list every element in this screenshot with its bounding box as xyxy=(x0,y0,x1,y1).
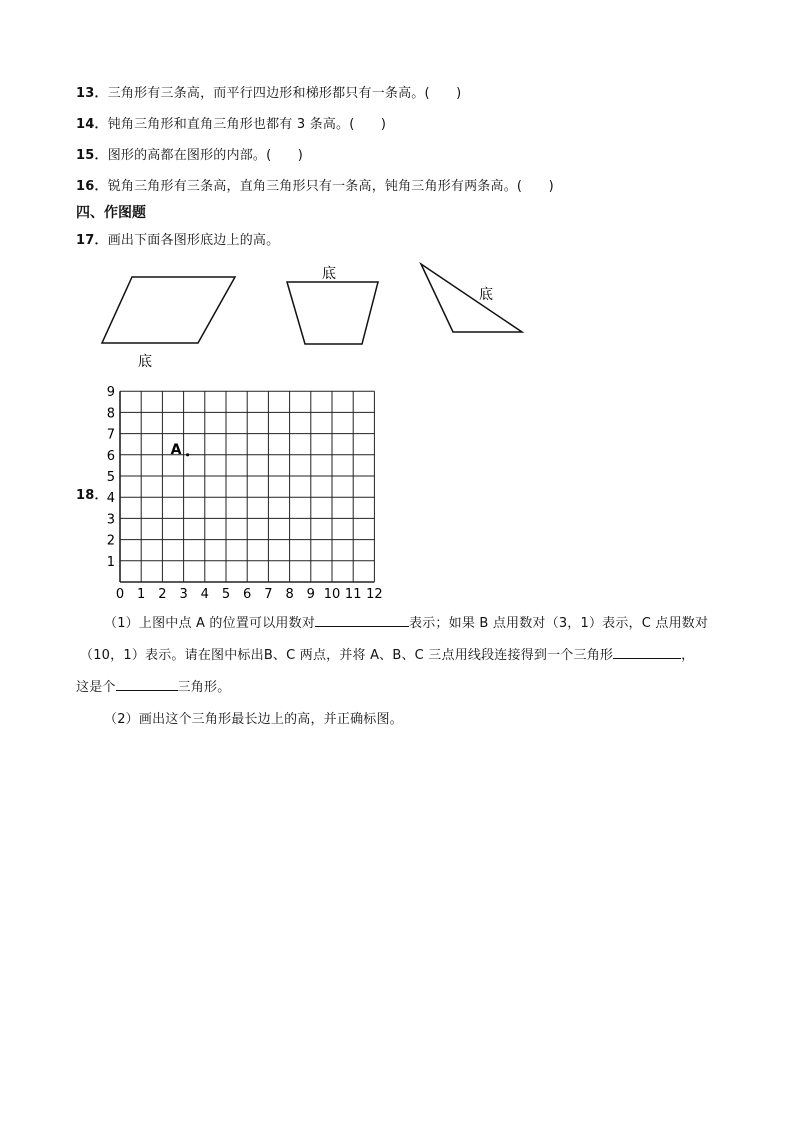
q18-part2 xyxy=(104,708,403,727)
q18-part1-line2 xyxy=(80,644,694,663)
q18-part1-text-d: ， xyxy=(681,648,695,663)
question-13 xyxy=(76,82,461,101)
question-text: 图形的高都在图形的内部。( ) xyxy=(107,148,304,163)
question-text: 钝角三角形和直角三角形也都有 3 条高。( ) xyxy=(107,117,387,132)
question-number: 18． xyxy=(76,488,108,503)
question-14 xyxy=(76,113,386,132)
question-15 xyxy=(76,144,303,163)
question-number: 16． xyxy=(76,179,108,194)
question-number: 14． xyxy=(76,117,108,132)
base-label: 底 xyxy=(479,287,493,303)
y-axis-labels xyxy=(107,385,115,570)
y-tick-label: 9 xyxy=(106,385,115,401)
triangle-shape xyxy=(421,264,522,332)
x-tick-label: 1 xyxy=(137,587,146,602)
trapezoid-figure xyxy=(280,260,385,350)
triangle-figure xyxy=(415,258,530,338)
y-tick-label: 8 xyxy=(106,406,115,422)
x-tick-label: 6 xyxy=(243,587,252,602)
question-number: 15． xyxy=(76,148,108,163)
q18-part1-text-b: 表示；如果 B 点用数对（3，1）表示，C 点用数对 xyxy=(409,616,709,631)
x-tick-label: 0 xyxy=(115,587,125,602)
parallelogram-figure xyxy=(95,270,240,370)
y-tick-label: 6 xyxy=(106,448,115,464)
y-tick-label: 1 xyxy=(106,554,115,570)
x-tick-label: 5 xyxy=(221,587,231,602)
question-number: 13． xyxy=(76,86,108,101)
x-tick-label: 9 xyxy=(306,587,315,602)
section-title: 四、作图题 xyxy=(76,205,146,221)
x-tick-label: 8 xyxy=(285,587,294,602)
question-text: 锐角三角形有三条高，直角三角形只有一条高，钝角三角形有两条高。( ) xyxy=(107,179,554,194)
x-tick-label: 2 xyxy=(158,587,167,602)
y-tick-label: 5 xyxy=(106,470,115,485)
x-tick-label: 12 xyxy=(366,587,383,602)
answer-blank-triangle[interactable] xyxy=(613,644,681,659)
question-number: 17． xyxy=(76,233,108,248)
q18-part1-text-e: 这是个 xyxy=(76,680,116,695)
question-16 xyxy=(76,175,554,194)
base-label: 底 xyxy=(138,354,152,370)
point-a-marker xyxy=(186,453,189,456)
x-tick-label: 10 xyxy=(323,587,341,602)
answer-blank-pair[interactable] xyxy=(315,612,409,627)
y-tick-label: 7 xyxy=(106,427,115,443)
question-text: 三角形有三条高，而平行四边形和梯形都只有一条高。( ) xyxy=(107,86,462,101)
parallelogram-shape xyxy=(102,277,235,343)
trapezoid-shape xyxy=(287,282,378,344)
question-17 xyxy=(76,229,279,248)
q18-part1-text-a: （1）上图中点 A 的位置可以用数对 xyxy=(104,616,316,631)
x-tick-label: 7 xyxy=(264,587,273,602)
y-tick-label: 3 xyxy=(106,512,115,528)
x-tick-label: 11 xyxy=(344,587,362,602)
grid-lines xyxy=(120,391,374,582)
question-text: 画出下面各图形底边上的高。 xyxy=(107,233,280,248)
answer-blank-type[interactable] xyxy=(116,676,178,691)
base-label: 底 xyxy=(322,266,336,282)
q18-part1-text-c: （10，1）表示。请在图中标出B、C 两点，并将 A、B、C 三点用线段连接得到一个三角形 xyxy=(80,648,614,663)
q18-part1-line3 xyxy=(76,676,230,695)
point-a-label: A xyxy=(170,441,182,458)
q18-part1-line1 xyxy=(104,612,708,631)
x-tick-label: 3 xyxy=(179,587,188,602)
y-tick-label: 2 xyxy=(106,533,115,549)
x-tick-label: 4 xyxy=(200,587,209,602)
x-axis-labels xyxy=(116,587,383,602)
y-tick-label: 4 xyxy=(106,491,115,507)
q18-part2-text: （2）画出这个三角形最长边上的高，并正确标图。 xyxy=(104,712,403,727)
coordinate-grid xyxy=(100,380,400,605)
q18-part1-text-f: 三角形。 xyxy=(177,680,231,695)
